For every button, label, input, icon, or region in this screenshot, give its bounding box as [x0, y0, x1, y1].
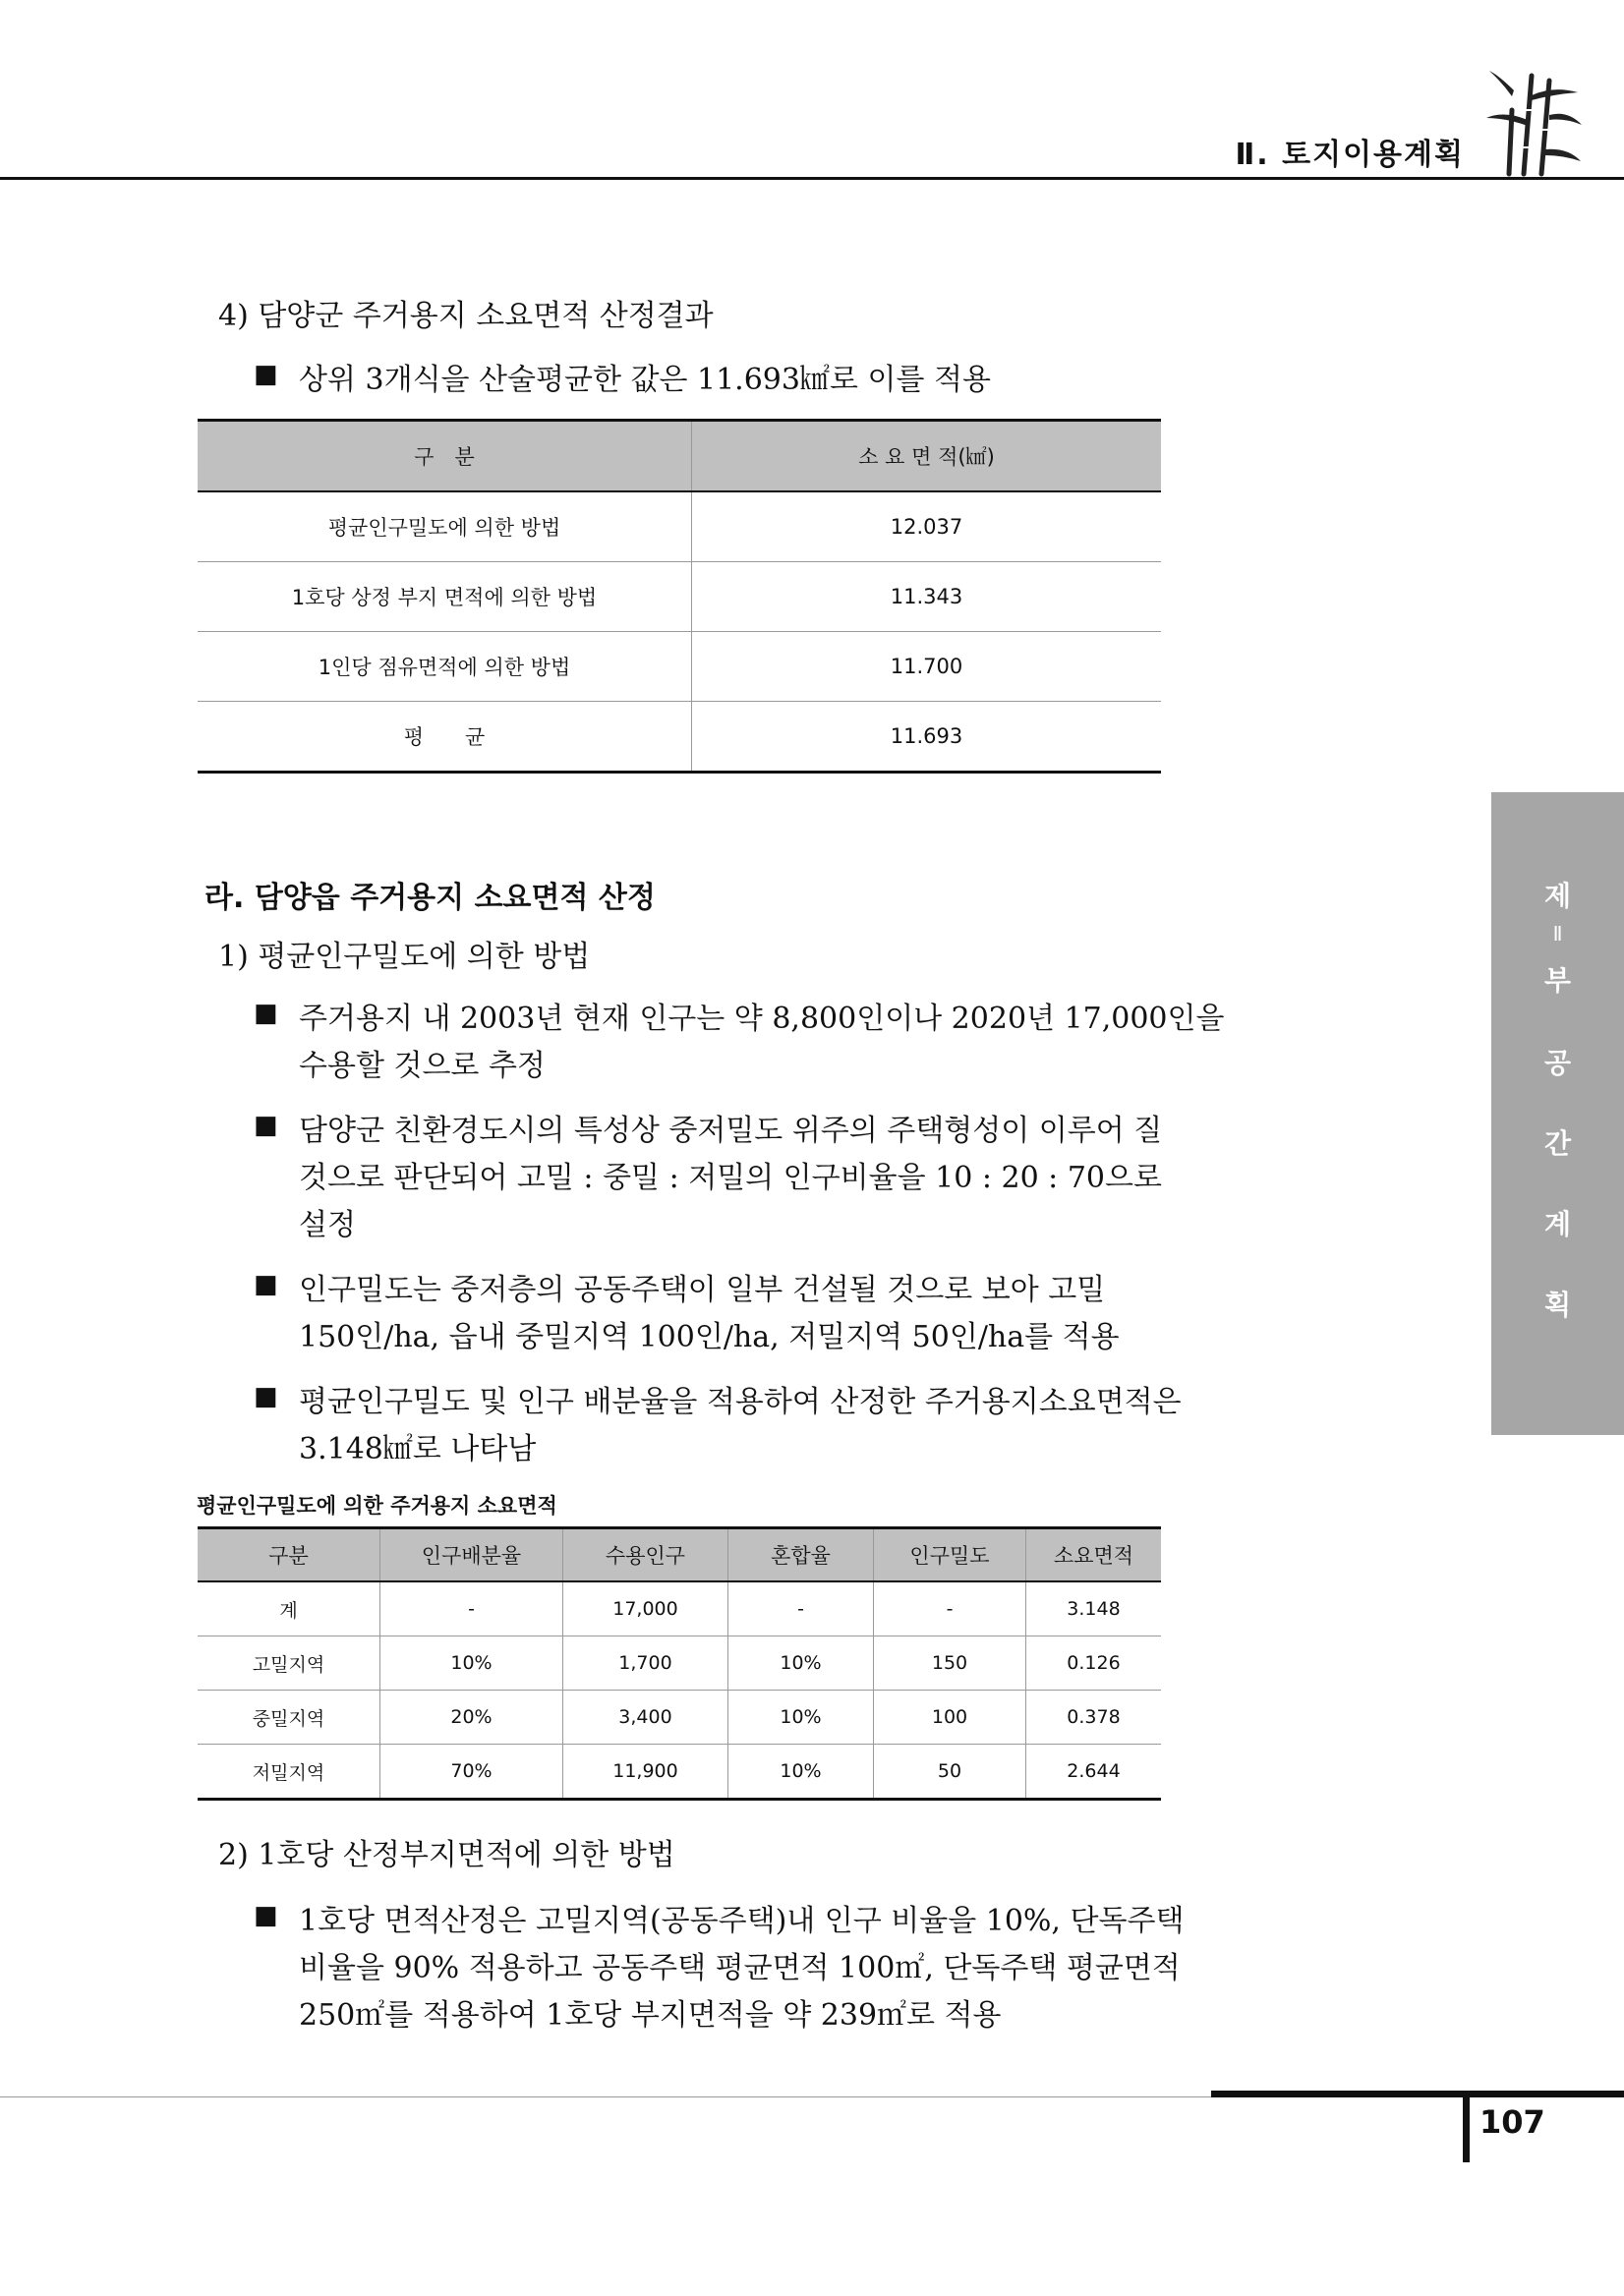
footer-accent-rule [1211, 2091, 1624, 2097]
bullet-icon: ■ [254, 999, 278, 1028]
table-cell: 10% [728, 1745, 874, 1800]
table-cell: 2.644 [1026, 1745, 1162, 1800]
table-cell: 12.037 [692, 491, 1162, 562]
table-cell: 계 [198, 1581, 380, 1636]
table-cell: 중밀지역 [198, 1691, 380, 1745]
bullet-icon: ■ [254, 360, 278, 389]
bullet-icon: ■ [254, 1901, 278, 1930]
table-header-cell: 혼합율 [728, 1528, 874, 1582]
bullet-text-line: 것으로 판단되어 고밀 : 중밀 : 저밀의 인구비율을 10 : 20 : 70으로 [299, 1161, 1162, 1195]
table-header-cell: 인구배분율 [380, 1528, 563, 1582]
table-cell: 11.343 [692, 562, 1162, 632]
summary-table [198, 419, 1161, 774]
sub1-heading: 1) 평균인구밀도에 의한 방법 [218, 940, 591, 974]
bullet-text-line: 설정 [299, 1208, 356, 1242]
table-cell: 고밀지역 [198, 1636, 380, 1691]
table-cell: 0.378 [1026, 1691, 1162, 1745]
table-cell: - [728, 1581, 874, 1636]
bullet-text-line: 주거용지 내 2003년 현재 인구는 약 8,800인이나 2020년 17,000인을 [299, 1002, 1225, 1036]
side-tab [1491, 792, 1624, 1435]
section-title: 라. 담양읍 주거용지 소요면적 산정 [204, 881, 656, 915]
table-cell: 11.700 [692, 632, 1162, 702]
table-header-cell: 구 분 [198, 421, 692, 492]
table-row [198, 1581, 1161, 1636]
table-cell: 17,000 [563, 1581, 728, 1636]
side-tab-char: 제 [1543, 880, 1572, 912]
table-cell: 100 [874, 1691, 1026, 1745]
table-cell: 10% [728, 1636, 874, 1691]
bullet-text-line: 담양군 친환경도시의 특성상 중저밀도 위주의 주택형성이 이루어 질 [299, 1114, 1163, 1148]
bullet-text-line: 1호당 면적산정은 고밀지역(공동주택)내 인구 비율을 10%, 단독주택 [299, 1904, 1185, 1938]
bullet-text-line: 150인/ha, 읍내 중밀지역 100인/ha, 저밀지역 50인/ha를 적용 [299, 1320, 1120, 1354]
table-row [198, 702, 1161, 773]
bullet-icon: ■ [254, 1270, 278, 1299]
table-cell: 10% [380, 1636, 563, 1691]
page-number-bar [1463, 2097, 1470, 2162]
bullet-text-line: 평균인구밀도 및 인구 배분율을 적용하여 산정한 주거용지소요면적은 [299, 1385, 1182, 1419]
table-cell: 1인당 점유면적에 의한 방법 [198, 632, 692, 702]
table-cell: 20% [380, 1691, 563, 1745]
bamboo-decoration-icon [1484, 71, 1583, 179]
table-cell: 평 균 [198, 702, 692, 773]
side-tab-char: 간 [1543, 1127, 1572, 1160]
table-cell: 1호당 상정 부지 면적에 의한 방법 [198, 562, 692, 632]
bullet-icon: ■ [254, 1382, 278, 1411]
table-cell: 저밀지역 [198, 1745, 380, 1800]
table-cell: 1,700 [563, 1636, 728, 1691]
table-cell: 0.126 [1026, 1636, 1162, 1691]
table-row [198, 1691, 1161, 1745]
side-tab-char: Ⅱ [1552, 922, 1563, 946]
table-cell: 150 [874, 1636, 1026, 1691]
bullet-icon: ■ [254, 1111, 278, 1140]
table-header-cell: 인구밀도 [874, 1528, 1026, 1582]
sub2-heading: 2) 1호당 산정부지면적에 의한 방법 [218, 1838, 675, 1872]
chapter-title: Ⅱ. 토지이용계획 [1235, 138, 1465, 172]
bullet-text-line: 수용할 것으로 추정 [299, 1049, 546, 1083]
table-row [198, 1745, 1161, 1800]
table-cell: 3,400 [563, 1691, 728, 1745]
table-row [198, 1636, 1161, 1691]
table-cell: 11,900 [563, 1745, 728, 1800]
page-number: 107 [1479, 2103, 1545, 2141]
table-cell: 3.148 [1026, 1581, 1162, 1636]
table-cell: 70% [380, 1745, 563, 1800]
bullet-text-line: 250㎡를 적용하여 1호당 부지면적을 약 239㎡로 적용 [299, 1998, 1002, 2033]
side-tab-char: 공 [1543, 1047, 1572, 1079]
table-header-cell: 소요면적 [1026, 1528, 1162, 1582]
section4-bullet: 상위 3개식을 산술평균한 값은 11.693㎢로 이를 적용 [299, 363, 991, 397]
bullet-text-line: 비율을 90% 적용하고 공동주택 평균면적 100㎡, 단독주택 평균면적 [299, 1951, 1181, 1985]
table-cell: 10% [728, 1691, 874, 1745]
table-cell: - [380, 1581, 563, 1636]
table-caption: 평균인구밀도에 의한 주거용지 소요면적 [197, 1494, 557, 1518]
side-tab-char: 부 [1543, 964, 1572, 997]
density-table [198, 1526, 1161, 1801]
table-header-cell: 구분 [198, 1528, 380, 1582]
side-tab-char: 계 [1543, 1208, 1572, 1240]
section4-heading: 4) 담양군 주거용지 소요면적 산정결과 [218, 299, 714, 333]
table-header-row [198, 421, 1161, 492]
table-row [198, 491, 1161, 562]
table-cell: 평균인구밀도에 의한 방법 [198, 491, 692, 562]
side-tab-char: 획 [1543, 1289, 1572, 1321]
bullet-text-line: 3.148㎢로 나타남 [299, 1432, 537, 1466]
table-cell: - [874, 1581, 1026, 1636]
table-row [198, 632, 1161, 702]
table-cell: 50 [874, 1745, 1026, 1800]
header-rule [0, 177, 1624, 180]
table-header-cell: 소 요 면 적(㎢) [692, 421, 1162, 492]
table-header-row [198, 1528, 1161, 1582]
table-row [198, 562, 1161, 632]
table-header-cell: 수용인구 [563, 1528, 728, 1582]
table-cell: 11.693 [692, 702, 1162, 773]
bullet-text-line: 인구밀도는 중저층의 공동주택이 일부 건설될 것으로 보아 고밀 [299, 1273, 1106, 1307]
